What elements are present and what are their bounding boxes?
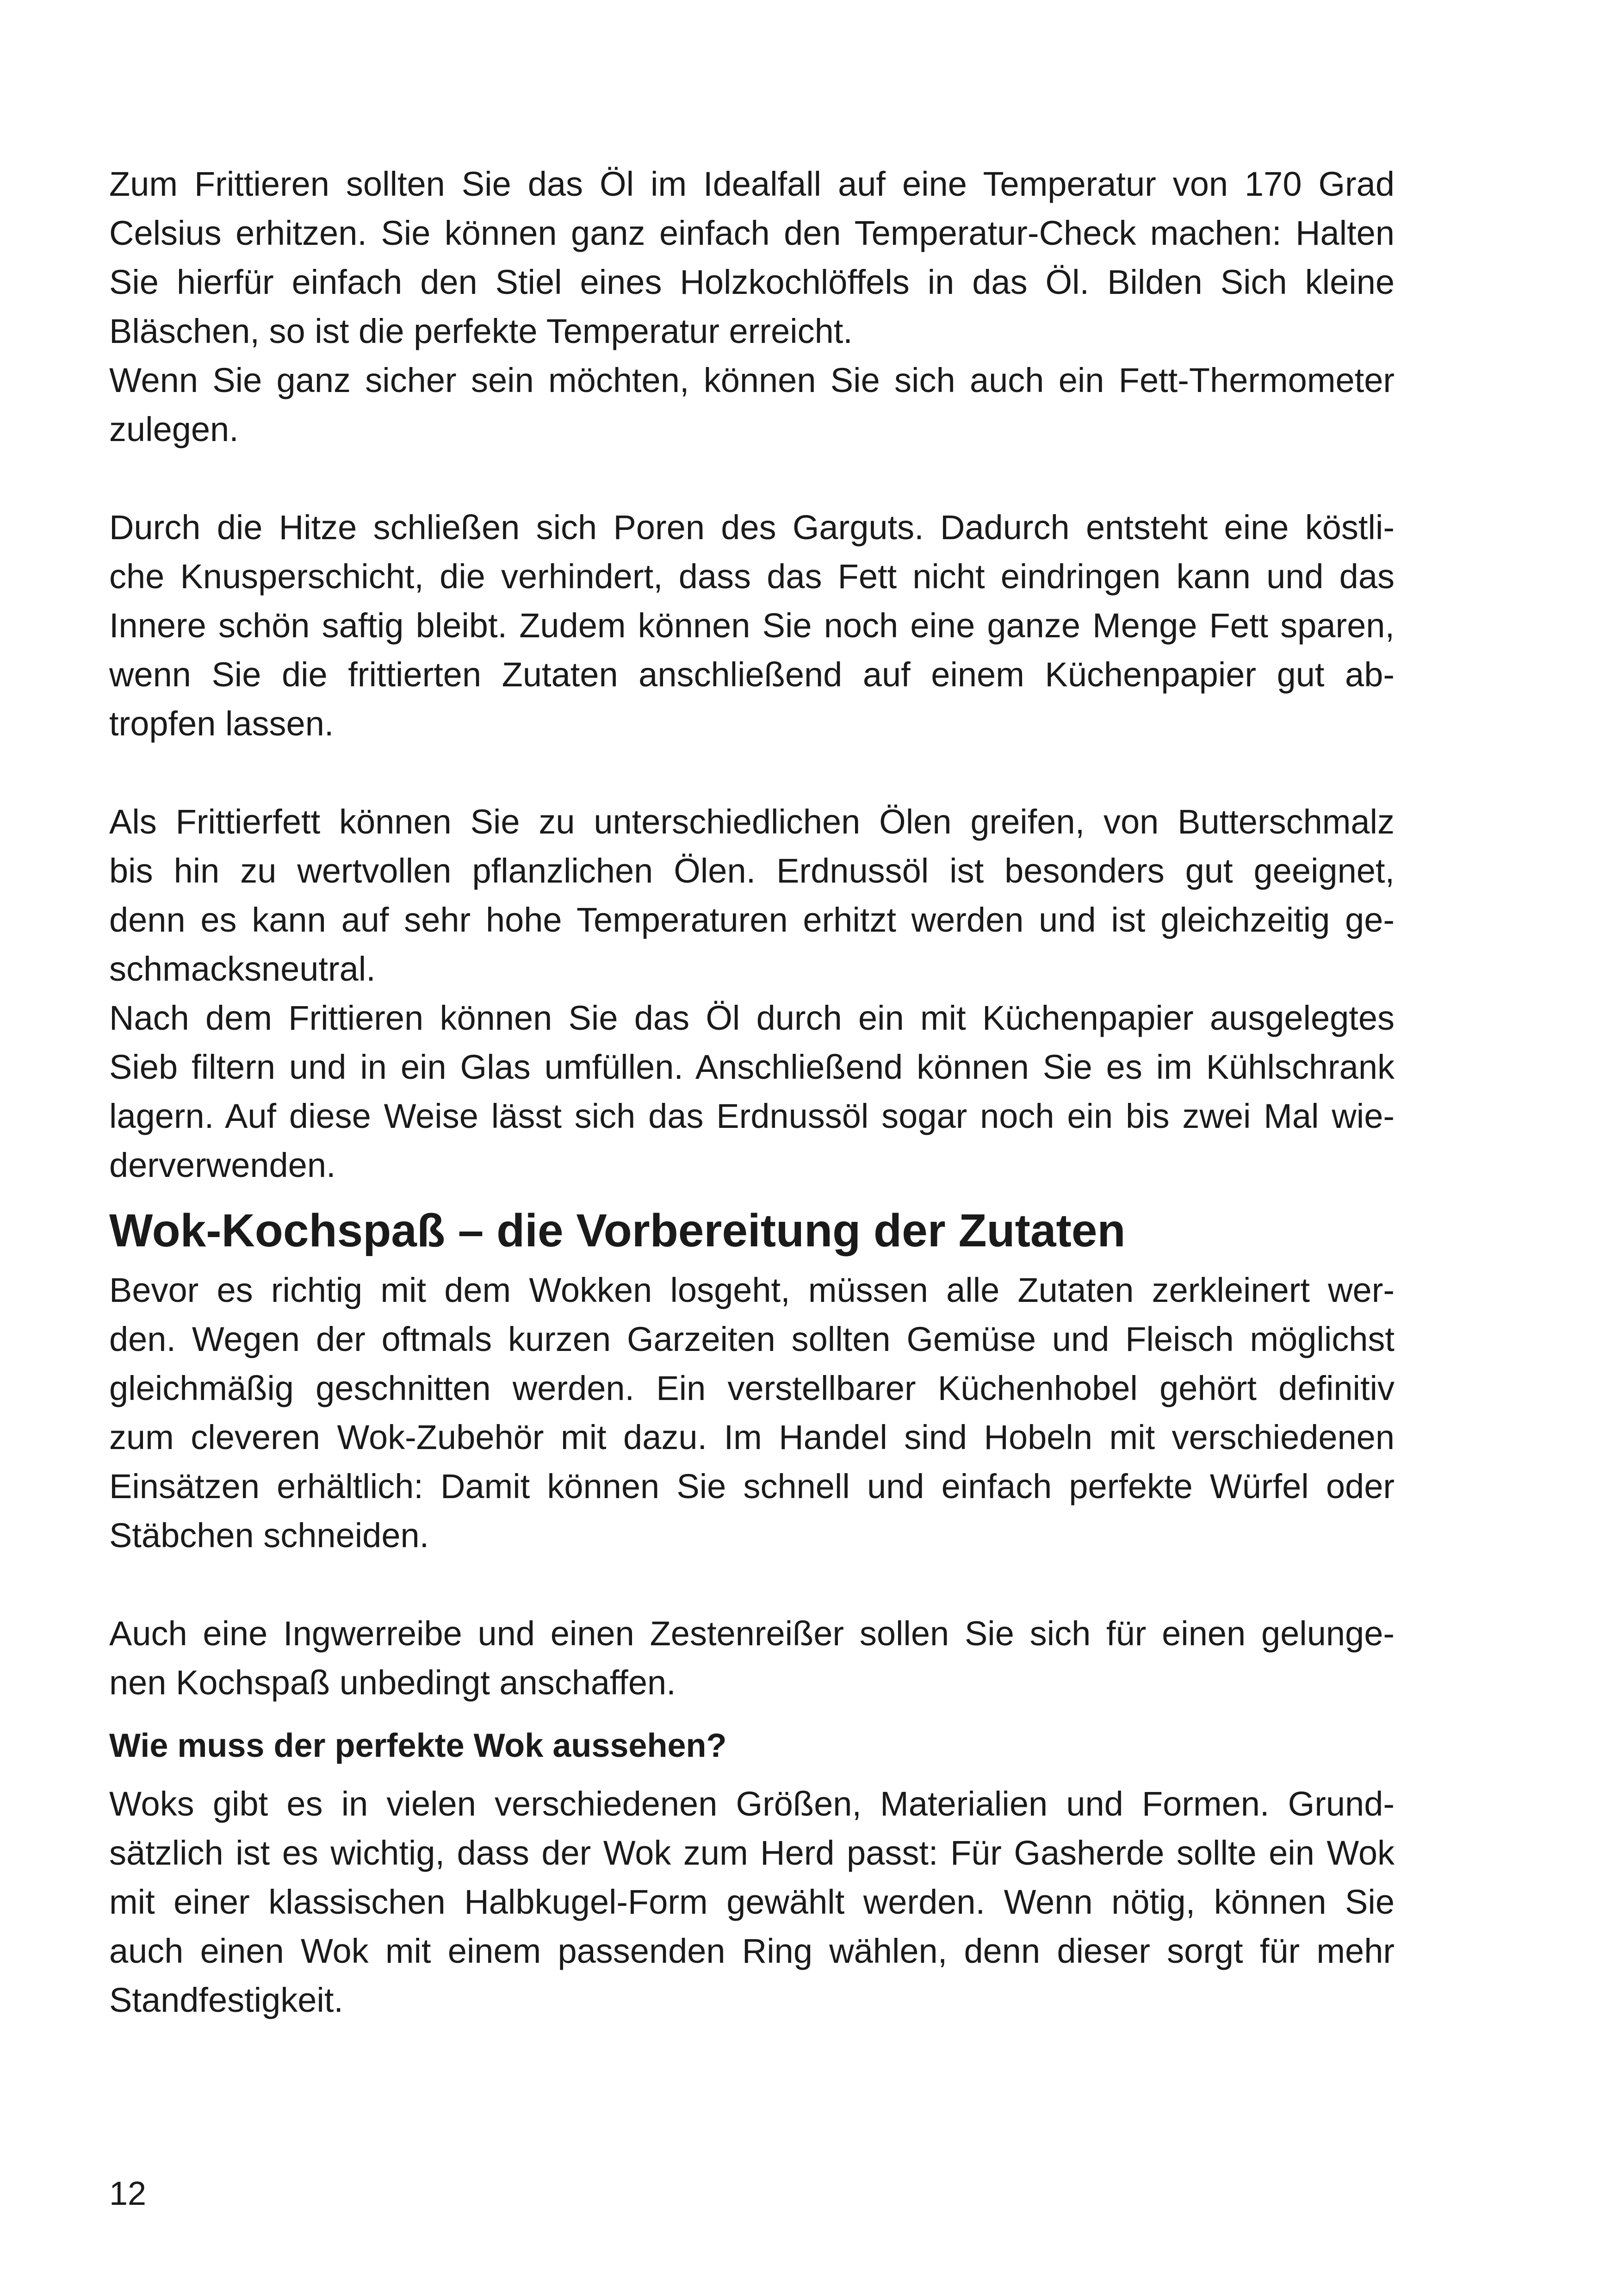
text-line: zulegen. (109, 410, 239, 448)
paragraph-spacer (109, 748, 1395, 797)
paragraph-crust (109, 503, 1395, 748)
section-heading: Wok-Kochspaß – die Vorbereitung der Zutaten (109, 1205, 1126, 1257)
text-line: derverwenden. (109, 1146, 336, 1184)
page-number: 12 (109, 2175, 147, 2212)
subsection-heading: Wie muss der perfekte Wok aussehen? (109, 1727, 727, 1764)
paragraph-wok-shape (109, 1780, 1395, 2025)
paragraph-spacer (109, 454, 1395, 503)
text-line: Woks gibt es in vielen verschiedenen Größen, Materialien und Formen. Grund- (109, 1785, 1395, 1823)
text-line: gleichmäßig geschnitten werden. Ein verstellbarer Küchenhobel gehört definitiv (109, 1369, 1395, 1407)
paragraph-frying-temperature (109, 160, 1395, 356)
paragraph-spacer (109, 1560, 1395, 1609)
page-body (109, 160, 1395, 2025)
text-line: Als Frittierfett können Sie zu unterschiedlichen Ölen greifen, von Butterschmalz (109, 803, 1395, 841)
text-line: Auch eine Ingwerreibe und einen Zestenreißer sollen Sie sich für einen gelunge- (109, 1614, 1395, 1653)
paragraph-tools (109, 1609, 1395, 1707)
text-line: zum cleveren Wok-Zubehör mit dazu. Im Handel sind Hobeln mit verschiedenen (109, 1418, 1395, 1456)
text-line: auch einen Wok mit einem passenden Ring wählen, denn dieser sorgt für mehr (109, 1932, 1395, 1970)
text-line: mit einer klassischen Halbkugel-Form gewählt werden. Wenn nötig, können Sie (109, 1883, 1395, 1921)
text-line: Zum Frittieren sollten Sie das Öl im Idealfall auf eine Temperatur von 170 Grad (109, 165, 1395, 203)
text-line: den. Wegen der oftmals kurzen Garzeiten sollten Gemüse und Fleisch möglichst (109, 1320, 1395, 1358)
text-line: Stäbchen schneiden. (109, 1516, 429, 1555)
paragraph-frying-fat (109, 797, 1395, 994)
text-line: schmacksneutral. (109, 950, 376, 988)
text-line: tropfen lassen. (109, 704, 334, 743)
text-line: denn es kann auf sehr hohe Temperaturen erhitzt werden und ist gleichzeitig ge- (109, 901, 1395, 939)
text-line: lagern. Auf diese Weise lässt sich das Erdnussöl sogar noch ein bis zwei Mal wie- (109, 1097, 1395, 1135)
text-line: che Knusperschicht, die verhindert, dass das Fett nicht eindringen kann und das (109, 557, 1395, 596)
text-line: Bevor es richtig mit dem Wokken losgeht, müssen alle Zutaten zerkleinert wer- (109, 1271, 1395, 1309)
text-line: Durch die Hitze schließen sich Poren des Garguts. Dadurch entsteht eine köstli- (109, 508, 1395, 547)
text-line: Nach dem Frittieren können Sie das Öl durch ein mit Küchenpapier ausgelegtes (109, 999, 1395, 1037)
text-line: sätzlich ist es wichtig, dass der Wok zum Herd passt: Für Gasherde sollte ein Wok (109, 1834, 1395, 1872)
text-line: Wenn Sie ganz sicher sein möchten, können Sie sich auch ein Fett-Thermometer (109, 361, 1395, 399)
text-line: bis hin zu wertvollen pflanzlichen Ölen. Erdnussöl ist besonders gut geeignet, (109, 852, 1395, 890)
paragraph-thermometer (109, 356, 1395, 454)
text-line: Standfestigkeit. (109, 1981, 343, 2019)
paragraph-reuse-oil (109, 994, 1395, 1190)
text-line: wenn Sie die frittierten Zutaten anschließend auf einem Küchenpapier gut ab- (109, 655, 1395, 694)
text-line: Innere schön saftig bleibt. Zudem können Sie noch eine ganze Menge Fett sparen, (109, 606, 1395, 645)
text-line: Celsius erhitzen. Sie können ganz einfach den Temperatur-Check machen: Halten (109, 214, 1395, 252)
text-line: Einsätzen erhältlich: Damit können Sie schnell und einfach perfekte Würfel oder (109, 1467, 1395, 1506)
text-line: Bläschen, so ist die perfekte Temperatur erreicht. (109, 312, 853, 350)
text-line: Sie hierfür einfach den Stiel eines Holzkochlöffels in das Öl. Bilden Sich kleine (109, 263, 1395, 301)
text-line: nen Kochspaß unbedingt anschaffen. (109, 1663, 676, 1702)
text-line: Sieb filtern und in ein Glas umfüllen. Anschließend können Sie es im Kühlschrank (109, 1048, 1395, 1086)
paragraph-preparation (109, 1266, 1395, 1560)
